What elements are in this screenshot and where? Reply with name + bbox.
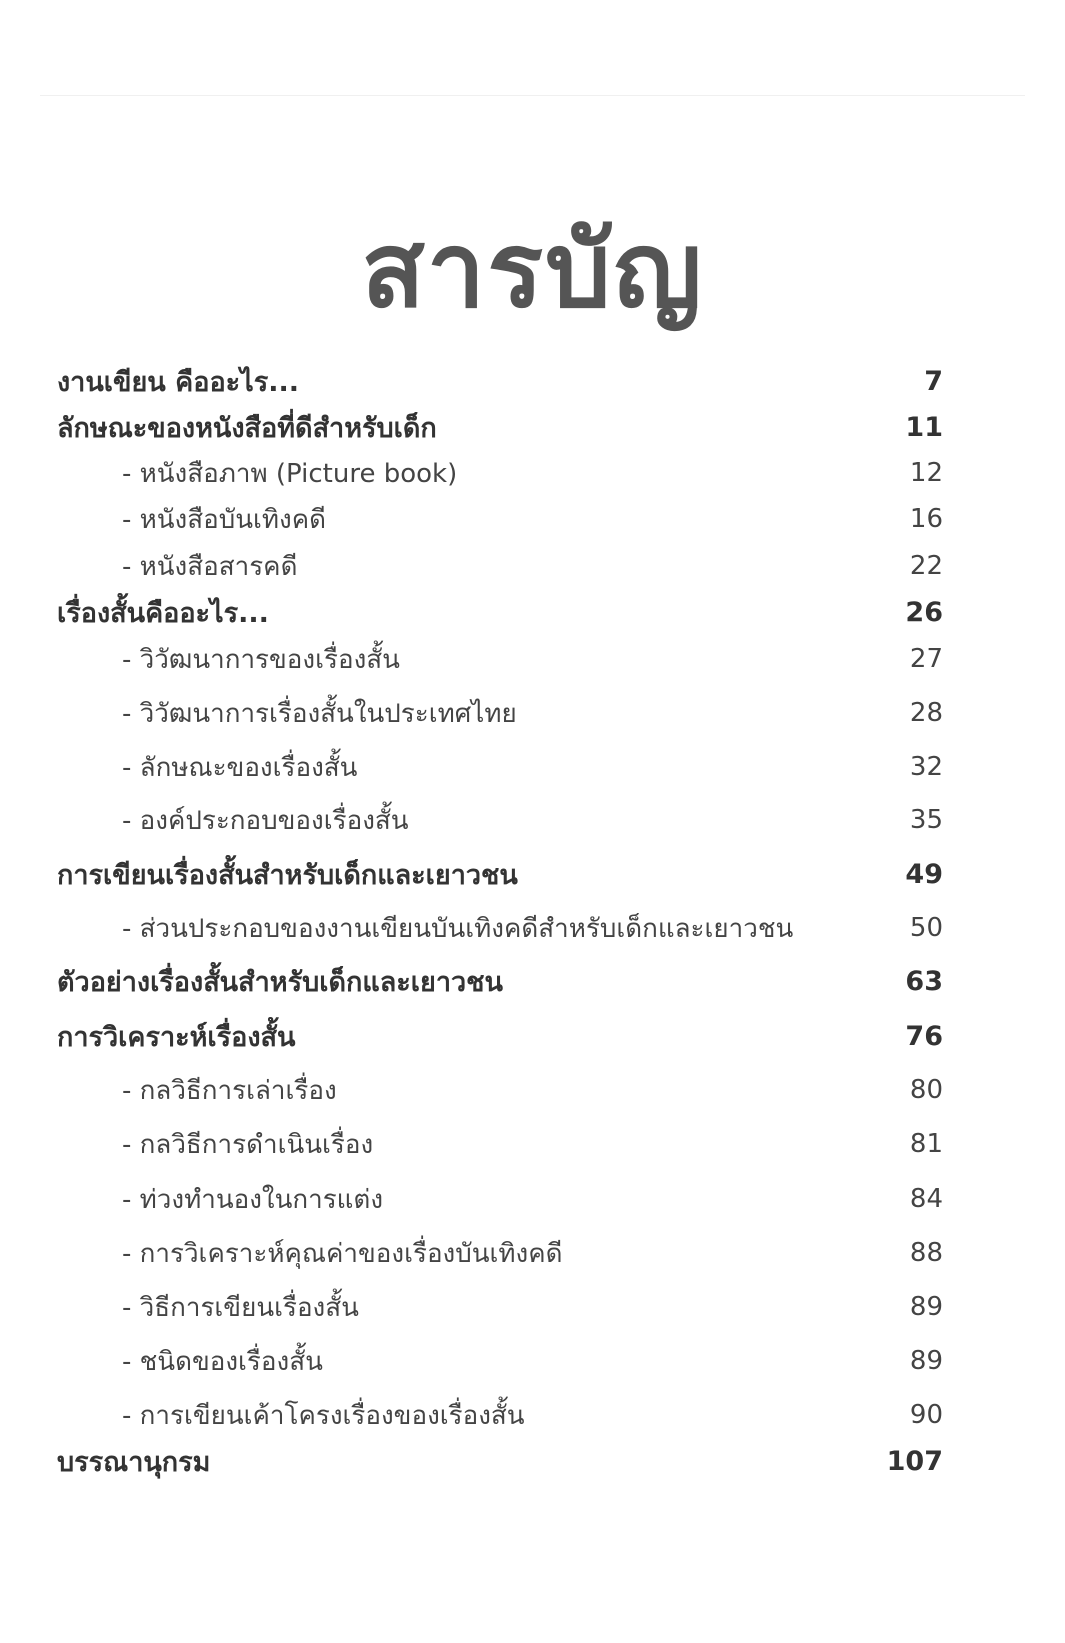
toc-entry-page-number: 22 bbox=[909, 551, 943, 581]
toc-entry-main bbox=[0, 1013, 1065, 1059]
toc-entry-label: - องค์ประกอบของเรื่องสั้น bbox=[122, 805, 409, 836]
toc-entry-page-number: 80 bbox=[909, 1075, 943, 1105]
toc-entry-page-number: 81 bbox=[909, 1129, 943, 1159]
toc-entry-page-number: 12 bbox=[909, 458, 943, 488]
toc-entry-label: - หนังสือภาพ (Picture book) bbox=[122, 458, 458, 489]
toc-entry-page-number: 88 bbox=[909, 1238, 943, 1268]
toc-entry-label: - กลวิธีการดำเนินเรื่อง bbox=[122, 1129, 374, 1160]
toc-entry-main bbox=[0, 589, 1065, 635]
toc-entry-label: - วิวัฒนาการเรื่องสั้นในประเทศไทย bbox=[122, 698, 517, 729]
toc-entry-sub bbox=[0, 690, 1065, 736]
page-title: สารบัญ bbox=[361, 208, 704, 331]
toc-entry-label: บรรณานุกรม bbox=[57, 1446, 211, 1478]
toc-entry-sub bbox=[0, 1284, 1065, 1330]
toc-entry-label: ตัวอย่างเรื่องสั้นสำหรับเด็กและเยาวชน bbox=[57, 966, 503, 998]
toc-entry-label: เรื่องสั้นคืออะไร... bbox=[57, 597, 269, 629]
toc-entry-label: - กลวิธีการเล่าเรื่อง bbox=[122, 1075, 337, 1106]
toc-entry-main bbox=[0, 404, 1065, 450]
toc-entry-main bbox=[0, 1438, 1065, 1484]
toc-entry-label: การเขียนเรื่องสั้นสำหรับเด็กและเยาวชน bbox=[57, 859, 518, 891]
toc-entry-page-number: 90 bbox=[909, 1400, 943, 1430]
toc-entry-sub bbox=[0, 1176, 1065, 1222]
toc-entry-label: - ลักษณะของเรื่องสั้น bbox=[122, 752, 358, 783]
toc-entry-page-number: 89 bbox=[909, 1292, 943, 1322]
toc-entry-sub bbox=[0, 905, 1065, 951]
toc-entry-sub bbox=[0, 1230, 1065, 1276]
toc-entry-label: - การวิเคราะห์คุณค่าของเรื่องบันเทิงคดี bbox=[122, 1238, 563, 1269]
toc-entry-page-number: 11 bbox=[905, 411, 943, 443]
toc-entry-label: ลักษณะของหนังสือที่ดีสำหรับเด็ก bbox=[57, 412, 437, 444]
toc-entry-page-number: 26 bbox=[905, 596, 943, 628]
toc-entry-sub bbox=[0, 1121, 1065, 1167]
toc-entry-main bbox=[0, 358, 1065, 404]
toc-entry-page-number: 7 bbox=[924, 365, 943, 397]
toc-entry-main bbox=[0, 958, 1065, 1004]
toc-entry-page-number: 107 bbox=[886, 1445, 943, 1477]
toc-entry-sub bbox=[0, 1392, 1065, 1438]
toc-entry-page-number: 27 bbox=[909, 644, 943, 674]
toc-entry-sub bbox=[0, 543, 1065, 589]
toc-entry-page-number: 84 bbox=[909, 1184, 943, 1214]
toc-entry-sub bbox=[0, 1067, 1065, 1113]
toc-entry-page-number: 63 bbox=[905, 965, 943, 997]
toc-entry-page-number: 32 bbox=[909, 752, 943, 782]
toc-entry-label: - ส่วนประกอบของงานเขียนบันเทิงคดีสำหรับเด็กและเยาวชน bbox=[122, 913, 794, 944]
toc-entry-label: - วิธีการเขียนเรื่องสั้น bbox=[122, 1292, 359, 1323]
toc-entry-label: งานเขียน คืออะไร... bbox=[57, 366, 300, 398]
toc-entry-page-number: 16 bbox=[909, 504, 943, 534]
toc-entry-sub bbox=[0, 1338, 1065, 1384]
toc-entry-page-number: 28 bbox=[909, 698, 943, 728]
toc-entry-main bbox=[0, 851, 1065, 897]
toc-entry-sub bbox=[0, 450, 1065, 496]
top-divider bbox=[40, 95, 1025, 96]
toc-entry-label: - ท่วงทำนองในการแต่ง bbox=[122, 1184, 384, 1215]
toc-entry-label: การวิเคราะห์เรื่องสั้น bbox=[57, 1021, 296, 1053]
toc-entry-label: - ชนิดของเรื่องสั้น bbox=[122, 1346, 323, 1377]
toc-entry-page-number: 89 bbox=[909, 1346, 943, 1376]
toc-entry-sub bbox=[0, 496, 1065, 542]
toc-entry-page-number: 50 bbox=[909, 913, 943, 943]
toc-entry-page-number: 49 bbox=[905, 858, 943, 890]
toc-entry-label: - หนังสือบันเทิงคดี bbox=[122, 504, 327, 535]
toc-entry-label: - วิวัฒนาการของเรื่องสั้น bbox=[122, 644, 400, 675]
toc-entry-page-number: 76 bbox=[905, 1020, 943, 1052]
toc-entry-sub bbox=[0, 636, 1065, 682]
toc-entry-sub bbox=[0, 797, 1065, 843]
toc-entry-label: - การเขียนเค้าโครงเรื่องของเรื่องสั้น bbox=[122, 1400, 525, 1431]
toc-entry-page-number: 35 bbox=[909, 805, 943, 835]
toc-entry-label: - หนังสือสารคดี bbox=[122, 551, 298, 582]
toc-entry-sub bbox=[0, 744, 1065, 790]
